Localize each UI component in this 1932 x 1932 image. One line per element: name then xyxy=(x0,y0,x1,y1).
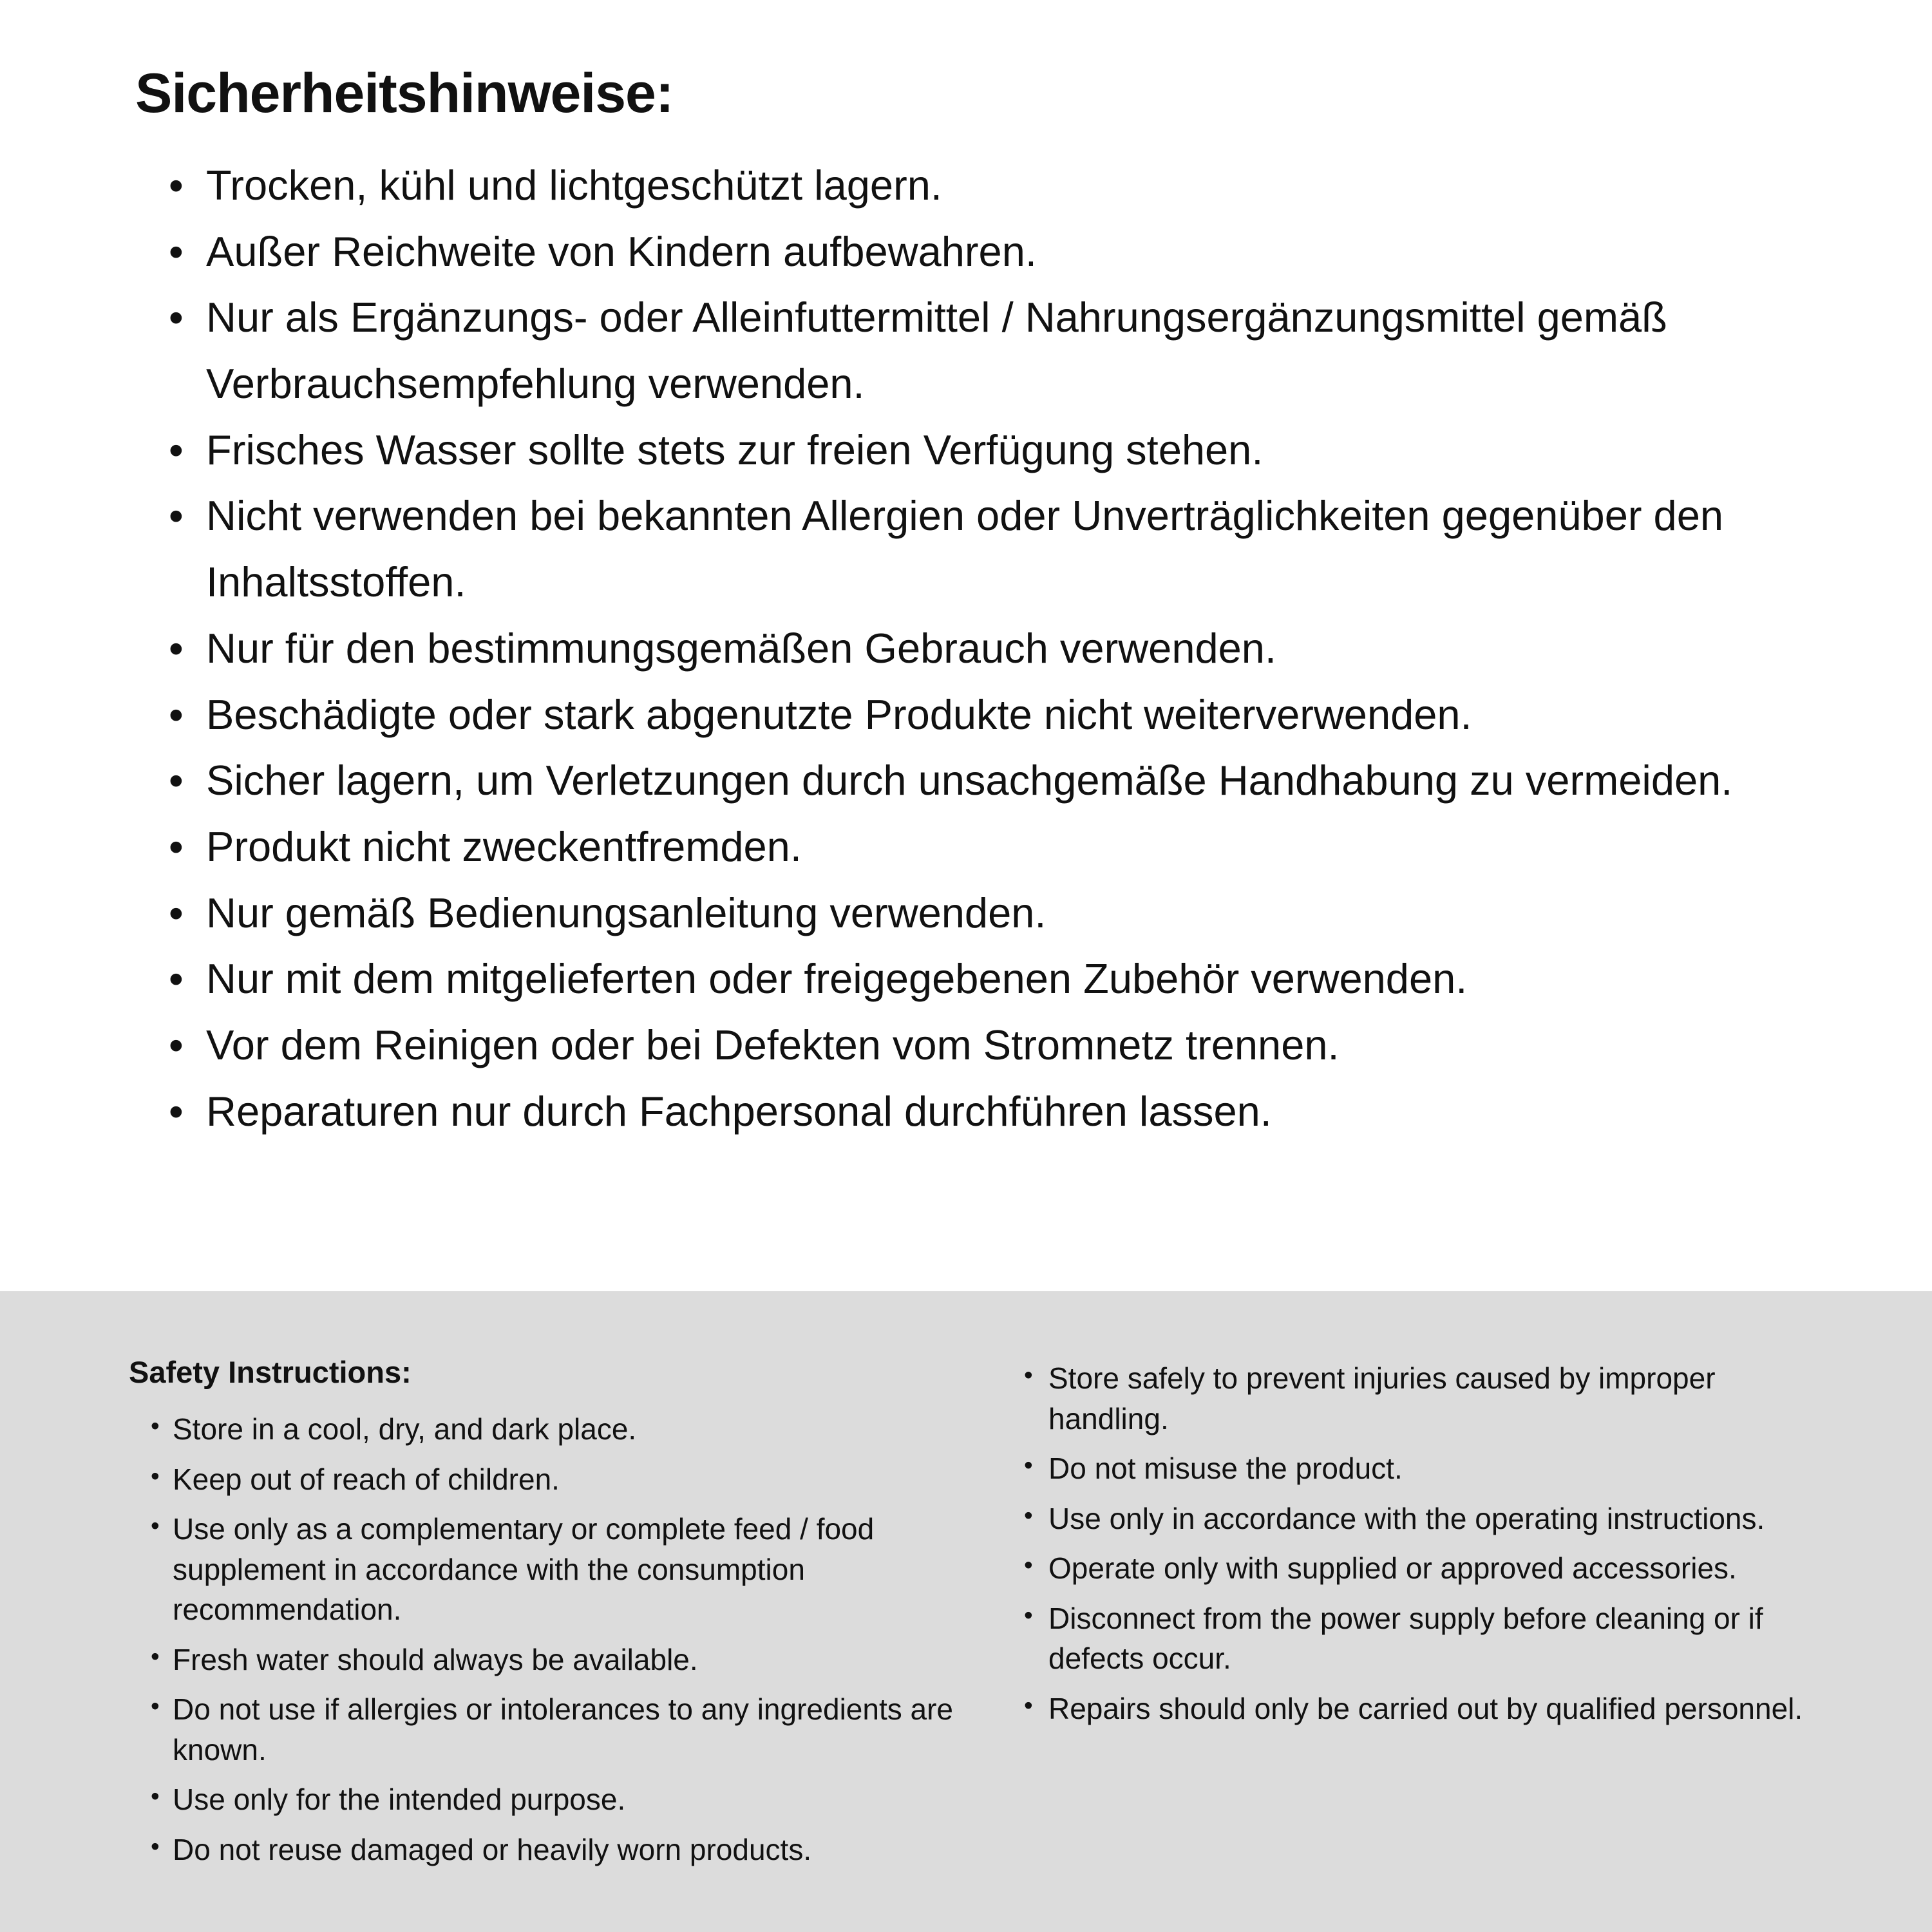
german-safety-item: • Trocken, kühl und lichtgeschützt lagern. xyxy=(135,153,1745,219)
english-safety-item: • Repairs should only be carried out by qualified personnel. xyxy=(1024,1689,1816,1729)
german-safety-item: • Nicht verwenden bei bekannten Allergien oder Unverträglichkeiten gegenüber den Inhaltsstoffen. xyxy=(135,483,1745,615)
english-safety-item: • Store in a cool, dry, and dark place. xyxy=(129,1409,972,1450)
english-safety-list-left xyxy=(129,1409,972,1870)
english-safety-item: • Operate only with supplied or approved accessories. xyxy=(1024,1548,1816,1589)
english-safety-item: • Use only in accordance with the operating instructions. xyxy=(1024,1499,1816,1539)
english-safety-item: • Use only as a complementary or complete feed / food supplement in accordance with the consumption recommendation. xyxy=(129,1509,972,1630)
german-safety-item: • Vor dem Reinigen oder bei Defekten vom Stromnetz trennen. xyxy=(135,1012,1745,1079)
english-safety-item: • Disconnect from the power supply before cleaning or if defects occur. xyxy=(1024,1598,1816,1679)
german-safety-item: • Nur gemäß Bedienungsanleitung verwenden. xyxy=(135,880,1745,947)
german-safety-item: • Nur als Ergänzungs- oder Alleinfuttermittel / Nahrungsergänzungsmittel gemäß Verbrauchsempfehlung verwenden. xyxy=(135,285,1745,417)
english-safety-section xyxy=(0,1291,1932,1932)
german-safety-item: • Produkt nicht zweckentfremden. xyxy=(135,814,1745,880)
english-safety-item: • Do not misuse the product. xyxy=(1024,1448,1816,1489)
english-safety-item: • Do not reuse damaged or heavily worn products. xyxy=(129,1830,972,1870)
german-safety-item: • Außer Reichweite von Kindern aufbewahren. xyxy=(135,219,1745,285)
english-right-column xyxy=(1024,1354,1816,1879)
english-safety-item: • Keep out of reach of children. xyxy=(129,1459,972,1500)
english-safety-list-right xyxy=(1024,1358,1816,1728)
german-safety-item: • Nur für den bestimmungsgemäßen Gebrauch verwenden. xyxy=(135,616,1745,682)
german-safety-item: • Beschädigte oder stark abgenutzte Produkte nicht weiterverwenden. xyxy=(135,682,1745,748)
english-section-title: Safety Instructions: xyxy=(129,1355,412,1389)
german-safety-item: • Frisches Wasser sollte stets zur freien Verfügung stehen. xyxy=(135,417,1745,484)
german-section-title: Sicherheitshinweise: xyxy=(135,62,674,124)
german-safety-list xyxy=(135,153,1745,1144)
english-safety-item: • Fresh water should always be available. xyxy=(129,1640,972,1680)
german-safety-item: • Reparaturen nur durch Fachpersonal durchführen lassen. xyxy=(135,1079,1745,1145)
english-two-column-layout xyxy=(0,1291,1932,1879)
english-left-column xyxy=(129,1354,972,1879)
english-safety-item: • Use only for the intended purpose. xyxy=(129,1779,972,1820)
german-safety-item: • Sicher lagern, um Verletzungen durch unsachgemäße Handhabung zu vermeiden. xyxy=(135,748,1745,814)
german-safety-item: • Nur mit dem mitgelieferten oder freigegebenen Zubehör verwenden. xyxy=(135,946,1745,1012)
english-safety-item: • Do not use if allergies or intolerances to any ingredients are known. xyxy=(129,1689,972,1770)
english-safety-item: • Store safely to prevent injuries caused by improper handling. xyxy=(1024,1358,1816,1439)
